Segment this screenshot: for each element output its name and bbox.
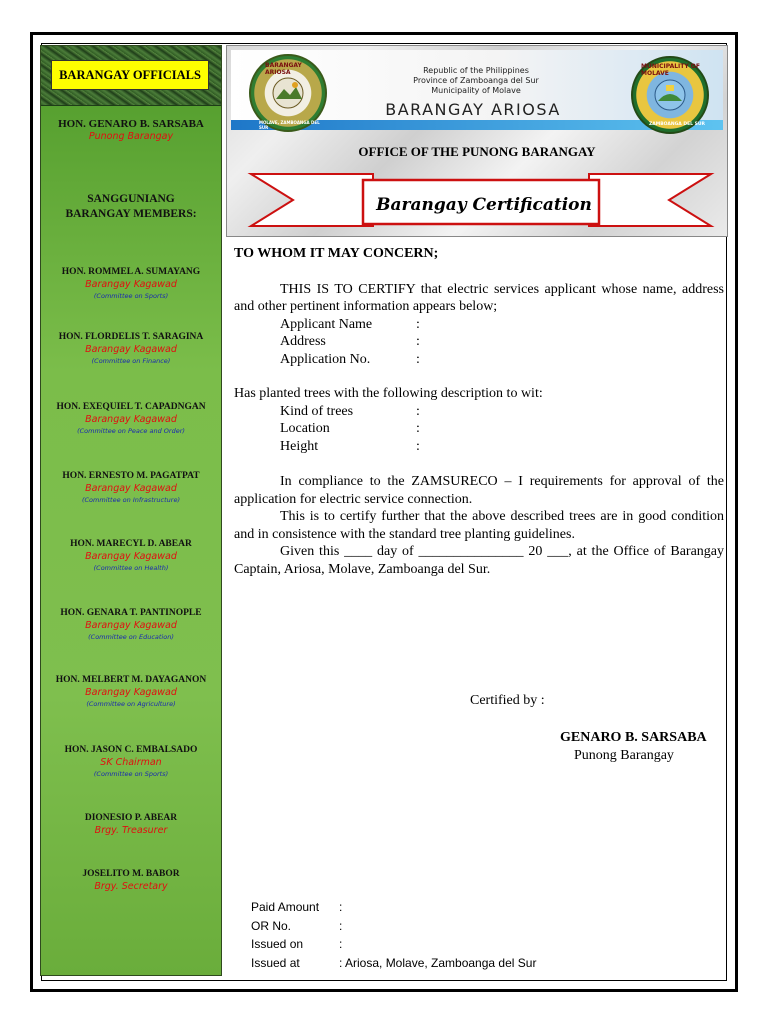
field-value: :: [416, 334, 420, 349]
payment-value: : Ariosa, Molave, Zamboanga del Sur: [339, 955, 537, 970]
given-paragraph: Given this ____ day of _______________ 20 ___, at the Office of Barangay Captain, Ariosa, Molave, Zamboanga del Sur.: [234, 544, 724, 577]
field-label: Kind of trees: [280, 403, 354, 419]
member-title: Barangay Kagawad: [85, 279, 177, 290]
member-title: Barangay Kagawad: [85, 483, 177, 494]
member-item: [41, 538, 221, 573]
barangay-name: BARANGAY ARIOSA: [385, 100, 561, 119]
staff-item: [41, 868, 221, 893]
right-seal-text: MUNICIPALITY OF MOLAVE: [641, 63, 701, 77]
head-official: [41, 118, 221, 143]
staff-item: [41, 812, 221, 837]
government-lines: [381, 66, 571, 96]
field-value: :: [416, 421, 420, 436]
banner: [231, 50, 723, 130]
officials-sidebar: [40, 45, 222, 976]
member-title: Barangay Kagawad: [85, 344, 177, 355]
member-committee: (Committee on Peace and Order): [77, 427, 185, 435]
member-title: SK Chairman: [100, 757, 162, 768]
further-paragraph: This is to certify further that the above described trees are in good condition and in consistence with the standard tree planting guidelines.: [234, 509, 724, 542]
member-committee: (Committee on Finance): [91, 357, 171, 365]
salutation: TO WHOM IT MAY CONCERN;: [234, 246, 439, 261]
member-title: Barangay Kagawad: [85, 620, 177, 631]
field-label: Address: [280, 334, 326, 349]
head-official-name: HON. GENARO B. SARSABA: [58, 118, 204, 130]
certificate-title: Barangay Certification: [376, 195, 592, 215]
member-item: [41, 607, 221, 642]
payment-value: :: [339, 918, 343, 933]
member-name: HON. ERNESTO M. PAGATPAT: [62, 471, 200, 481]
address-row: [234, 333, 724, 351]
staff-name: DIONESIO P. ABEAR: [84, 813, 178, 823]
application-no-row: [234, 351, 724, 369]
left-seal-text: BARANGAY ARIOSA: [265, 62, 302, 76]
height-row: [234, 438, 724, 456]
payment-value: :: [339, 900, 343, 914]
province-line: Province of Zamboanga del Sur: [413, 76, 539, 85]
member-committee: (Committee on Sports): [93, 770, 169, 778]
paid-amount-row: [251, 898, 536, 917]
member-name: HON. JASON C. EMBALSADO: [64, 745, 198, 755]
payment-value: :: [339, 937, 343, 951]
member-committee: (Committee on Agriculture): [86, 700, 176, 708]
member-name: HON. EXEQUIEL T. CAPADNGAN: [56, 402, 206, 412]
members-heading-wrap: [41, 192, 221, 222]
member-name: HON. GENARA T. PANTINOPLE: [60, 608, 202, 618]
signer-title: Punong Barangay: [574, 748, 674, 763]
or-no-row: [251, 917, 536, 936]
member-item: [41, 744, 221, 779]
payment-label: Paid Amount: [251, 900, 320, 914]
field-value: :: [416, 403, 420, 419]
head-official-title: Punong Barangay: [88, 131, 174, 142]
intro-paragraph: THIS IS TO CERTIFY that electric services applicant whose name, address and other pertinent information appears below;: [234, 281, 724, 314]
republic-line: Republic of the Philippines: [423, 66, 529, 75]
member-name: HON. FLORDELIS T. SARAGINA: [58, 332, 204, 342]
field-value: :: [416, 438, 420, 454]
member-title: Barangay Kagawad: [85, 414, 177, 425]
office-title: OFFICE OF THE PUNONG BARANGAY: [358, 144, 596, 159]
kind-of-trees-row: [234, 403, 724, 421]
staff-title: Brgy. Secretary: [94, 881, 168, 892]
applicant-name-row: [234, 316, 724, 334]
payment-label: Issued at: [251, 955, 300, 970]
field-label: Height: [280, 438, 319, 454]
municipality-line: Municipality of Molave: [431, 86, 521, 95]
member-item: [41, 470, 221, 505]
member-name: HON. ROMMEL A. SUMAYANG: [61, 267, 201, 277]
member-item: [41, 266, 221, 301]
member-name: HON. MARECYL D. ABEAR: [70, 539, 192, 549]
member-title: Barangay Kagawad: [85, 687, 177, 698]
member-committee: (Committee on Health): [93, 564, 169, 572]
member-item: [41, 331, 221, 366]
left-seal-subtext: MOLAVE, ZAMBOANGA DEL SUR: [259, 120, 320, 130]
member-committee: (Committee on Education): [88, 633, 174, 641]
members-heading: SANGGUNIANG BARANGAY MEMBERS:: [65, 193, 197, 220]
barangay-seal-icon: [249, 54, 327, 132]
payment-label: OR No.: [251, 918, 292, 933]
member-committee: (Committee on Infrastructure): [81, 496, 180, 504]
location-row: [234, 420, 724, 438]
payment-label: Issued on: [251, 937, 304, 951]
field-label: Location: [280, 421, 330, 436]
member-title: Barangay Kagawad: [85, 551, 177, 562]
issued-at-row: [251, 954, 536, 973]
member-name: HON. MELBERT M. DAYAGANON: [55, 675, 207, 685]
payment-details: [251, 898, 536, 972]
signer-name: GENARO B. SARSABA: [560, 730, 707, 745]
document-area: [38, 40, 730, 984]
municipality-seal-icon: [631, 56, 709, 134]
trees-intro: Has planted trees with the following description to wit:: [234, 386, 543, 401]
officials-heading: BARANGAY OFFICIALS: [51, 60, 209, 90]
field-value: :: [416, 316, 420, 332]
compliance-paragraph: In compliance to the ZAMSURECO – I requirements for approval of the application for electric service connection.: [234, 474, 724, 507]
field-label: Application No.: [280, 351, 371, 367]
member-committee: (Committee on Sports): [93, 292, 169, 300]
certificate-header: [226, 45, 728, 237]
staff-title: Brgy. Treasurer: [94, 825, 168, 836]
member-item: [41, 674, 221, 709]
right-seal-subtext: ZAMBOANGA DEL SUR: [649, 122, 705, 127]
certified-by-label: Certified by :: [470, 693, 545, 708]
issued-on-row: [251, 935, 536, 954]
certificate-body: [234, 245, 724, 578]
member-item: [41, 401, 221, 436]
staff-name: JOSELITO M. BABOR: [82, 869, 180, 879]
field-label: Applicant Name: [280, 316, 373, 332]
field-value: :: [416, 351, 420, 367]
